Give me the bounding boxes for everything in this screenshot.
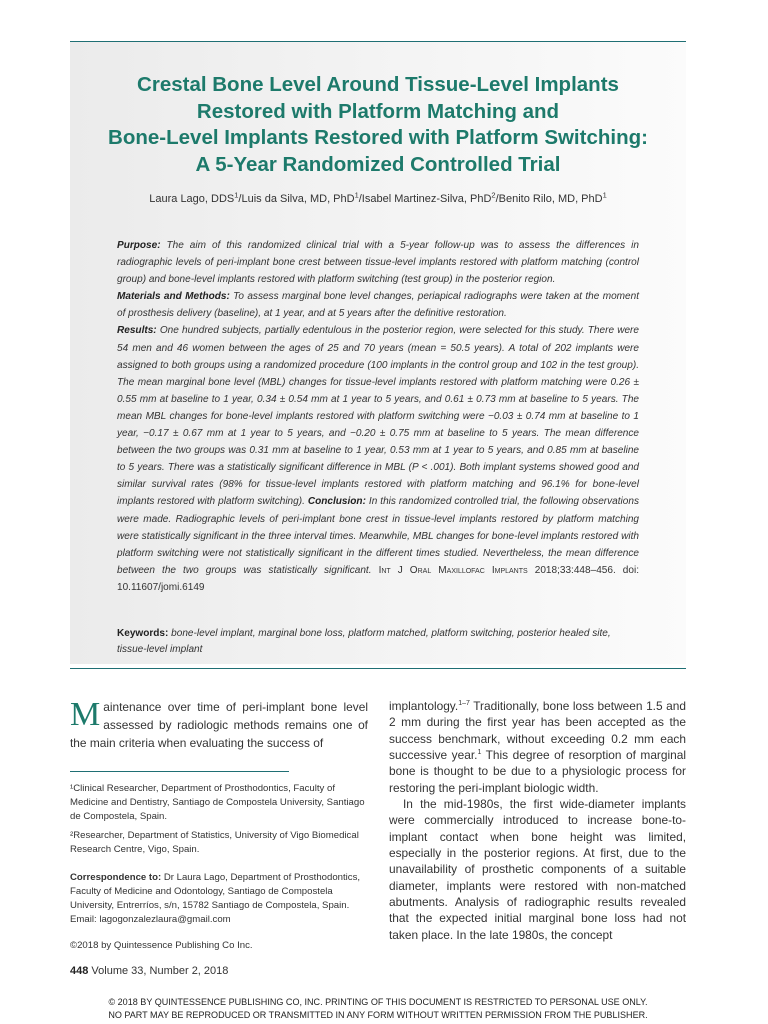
keywords-text: bone-level implant, marginal bone loss, platform matched, platform switching, posterior healed site, tissue-level implant bbox=[117, 628, 611, 655]
abstract bbox=[117, 237, 639, 596]
top-rule bbox=[70, 41, 686, 42]
abstract-results-label: Results: bbox=[117, 325, 157, 337]
citation: 2018;33:448–456. doi: 10.11607/jomi.6149 bbox=[117, 564, 639, 593]
body-paragraph bbox=[389, 698, 686, 796]
right-column bbox=[389, 698, 686, 943]
journal-name: Int J Oral Maxillofac Implants bbox=[378, 564, 528, 576]
copyright-line: © 2018 BY QUINTESSENCE PUBLISHING CO, INC. PRINTING OF THIS DOCUMENT IS RESTRICTED TO PERSONAL USE ONLY. bbox=[108, 997, 648, 1007]
copyright-notice bbox=[70, 996, 686, 1021]
body-text: Traditionally, bone loss between 1.5 and 2 mm during the first year has been accepted as the success benchmark, without exceeding 0.2 mm each successive year. bbox=[389, 699, 686, 763]
abstract-methods-text: To assess marginal bone level changes, periapical radiographs were taken at the moment of prosthesis delivery (baseline), at 1 year, and at 5 years after the definitive restoration. bbox=[117, 291, 639, 320]
correspondence-label: Correspondence to: bbox=[70, 872, 162, 883]
abstract-results-text: One hundred subjects, partially edentulous in the posterior region, were selected for this study. There were 54 men and 46 women between the ages of 25 and 70 years (mean = 50.5 years). A total of 202 implants were assigned to both groups using a randomized procedure (100 implants in the control group and 102 in the test group). The mean marginal bone level (MBL) changes for tissue-level implants restored with platform matching were 0.26 ± 0.55 mm at baseline to 1 year, 0.34 ± 0.54 mm at 1 year to 5 years, and 0.61 ± 0.73 mm at baseline to 5 years. The mean MBL changes for bone-level implants restored with platform switching were −0.03 ± 0.74 mm at baseline to 1 year, −0.17 ± 0.67 mm at 1 year to 5 years, and −0.20 ± 0.75 mm at baseline to 5 years. The mean difference between the two groups was 0.31 mm at baseline to 1 year, 0.53 mm at 1 year to 5 years, and 0.85 mm at baseline to 5 years. There was a statistically significant difference in MBL (P < .001). Both implant systems showed good and similar survival rates (98% for tissue-level implants restored with platform matching and 96.1% for bone-level implants restored with platform switching). bbox=[117, 325, 639, 508]
abstract-purpose-text: The aim of this randomized clinical trial with a 5-year follow-up was to assess the differences in radiographic levels of peri-implant bone crest between tissue-level implants restored with platform matching (control group) and bone-level implants restored with platform switching (test group) in the posterior region. bbox=[117, 240, 639, 286]
abstract-methods-label: Materials and Methods: bbox=[117, 291, 230, 303]
body-text: This degree of resorption of marginal bone is thought to be due to a physiologic process for restoring the peri-implant biologic width. bbox=[389, 748, 687, 795]
title-line: Crestal Bone Level Around Tissue-Level Implants bbox=[137, 73, 619, 96]
article-title bbox=[70, 72, 686, 178]
author-name: /Luis da Silva, MD, PhD bbox=[238, 193, 355, 205]
intro-text: aintenance over time of peri-implant bone level assessed by radiologic methods remains one of the main criteria when evaluating the success of bbox=[70, 700, 368, 750]
affiliation-mark: 1 bbox=[354, 190, 359, 200]
footnote-copyright: ©2018 by Quintessence Publishing Co Inc. bbox=[70, 940, 253, 951]
abstract-conclusion-label: Conclusion: bbox=[304, 496, 366, 508]
footnote-affiliation-1: ¹Clinical Researcher, Department of Prosthodontics, Faculty of Medicine and Dentistry, Santiago de Compostela University, Santiago de Compostela, Spain. bbox=[70, 783, 365, 822]
title-line: Restored with Platform Matching and bbox=[196, 99, 560, 123]
drop-cap: M bbox=[70, 696, 101, 733]
title-line: A 5-Year Randomized Controlled Trial bbox=[195, 152, 561, 176]
abstract-conclusion-text: In this randomized controlled trial, the following observations were made. Radiographic levels of peri-implant bone crest in tissue-level implants restored by platform matching were statistically significant in the three interval times. Meanwhile, MBL changes for bone-level implants restored with platform switching were not statistically significant in the different times studied. Nevertheless, the mean difference between the two groups was statistically significant. bbox=[117, 496, 639, 576]
correspondence-text: Dr Laura Lago, Department of Prosthodontics, Faculty of Medicine and Odontology, Santiago de Compostela University, Entrerríos, s/n, 15782 Santiago de Compostela, Spain. Email: lagogonzalezlaura@gmail.com bbox=[70, 872, 361, 925]
left-column bbox=[70, 698, 368, 752]
footnote-rule bbox=[70, 771, 289, 772]
page-number: 448 bbox=[70, 965, 89, 977]
body-paragraph: In the mid-1980s, the first wide-diameter implants were commercially introduced to increase bone-to-implant contact when bone height was limited, especially in the posterior regions. At first, due to the unavailability of prosthetic components of a suitable diameter, implants were restored with non-matched abutments. Analysis of radiographic results revealed that the expected initial marginal bone loss had not taken place. In the late 1980s, the concept bbox=[389, 797, 686, 942]
footnotes bbox=[70, 782, 368, 958]
body-text: implantology. bbox=[389, 699, 459, 713]
affiliation-mark: 1 bbox=[602, 190, 607, 200]
keywords bbox=[117, 626, 639, 658]
author-name: /Isabel Martinez-Silva, PhD bbox=[358, 193, 492, 205]
intro-paragraph bbox=[70, 698, 368, 752]
author-name: Laura Lago, DDS bbox=[149, 193, 235, 205]
issue-info: Volume 33, Number 2, 2018 bbox=[88, 965, 229, 977]
reference-mark: 1–7 bbox=[458, 700, 470, 708]
page-footer bbox=[70, 965, 228, 977]
reference-mark: 1 bbox=[477, 749, 482, 757]
footnote-affiliation-2: ²Researcher, Department of Statistics, University of Vigo Biomedical Research Centre, Vigo, Spain. bbox=[70, 830, 359, 855]
correspondence bbox=[70, 871, 368, 927]
copyright-line: NO PART MAY BE REPRODUCED OR TRANSMITTED IN ANY FORM WITHOUT WRITTEN PERMISSION FROM THE PUBLISHER. bbox=[108, 1009, 648, 1020]
author-list bbox=[70, 190, 686, 205]
affiliation-mark: 2 bbox=[491, 190, 496, 200]
affiliation-mark: 1 bbox=[234, 190, 239, 200]
title-line: Bone-Level Implants Restored with Platform Switching: bbox=[108, 126, 648, 149]
keywords-label: Keywords: bbox=[117, 628, 169, 639]
author-name: /Benito Rilo, MD, PhD bbox=[495, 193, 603, 205]
abstract-purpose-label: Purpose: bbox=[117, 240, 161, 251]
header-bottom-rule bbox=[70, 668, 686, 669]
